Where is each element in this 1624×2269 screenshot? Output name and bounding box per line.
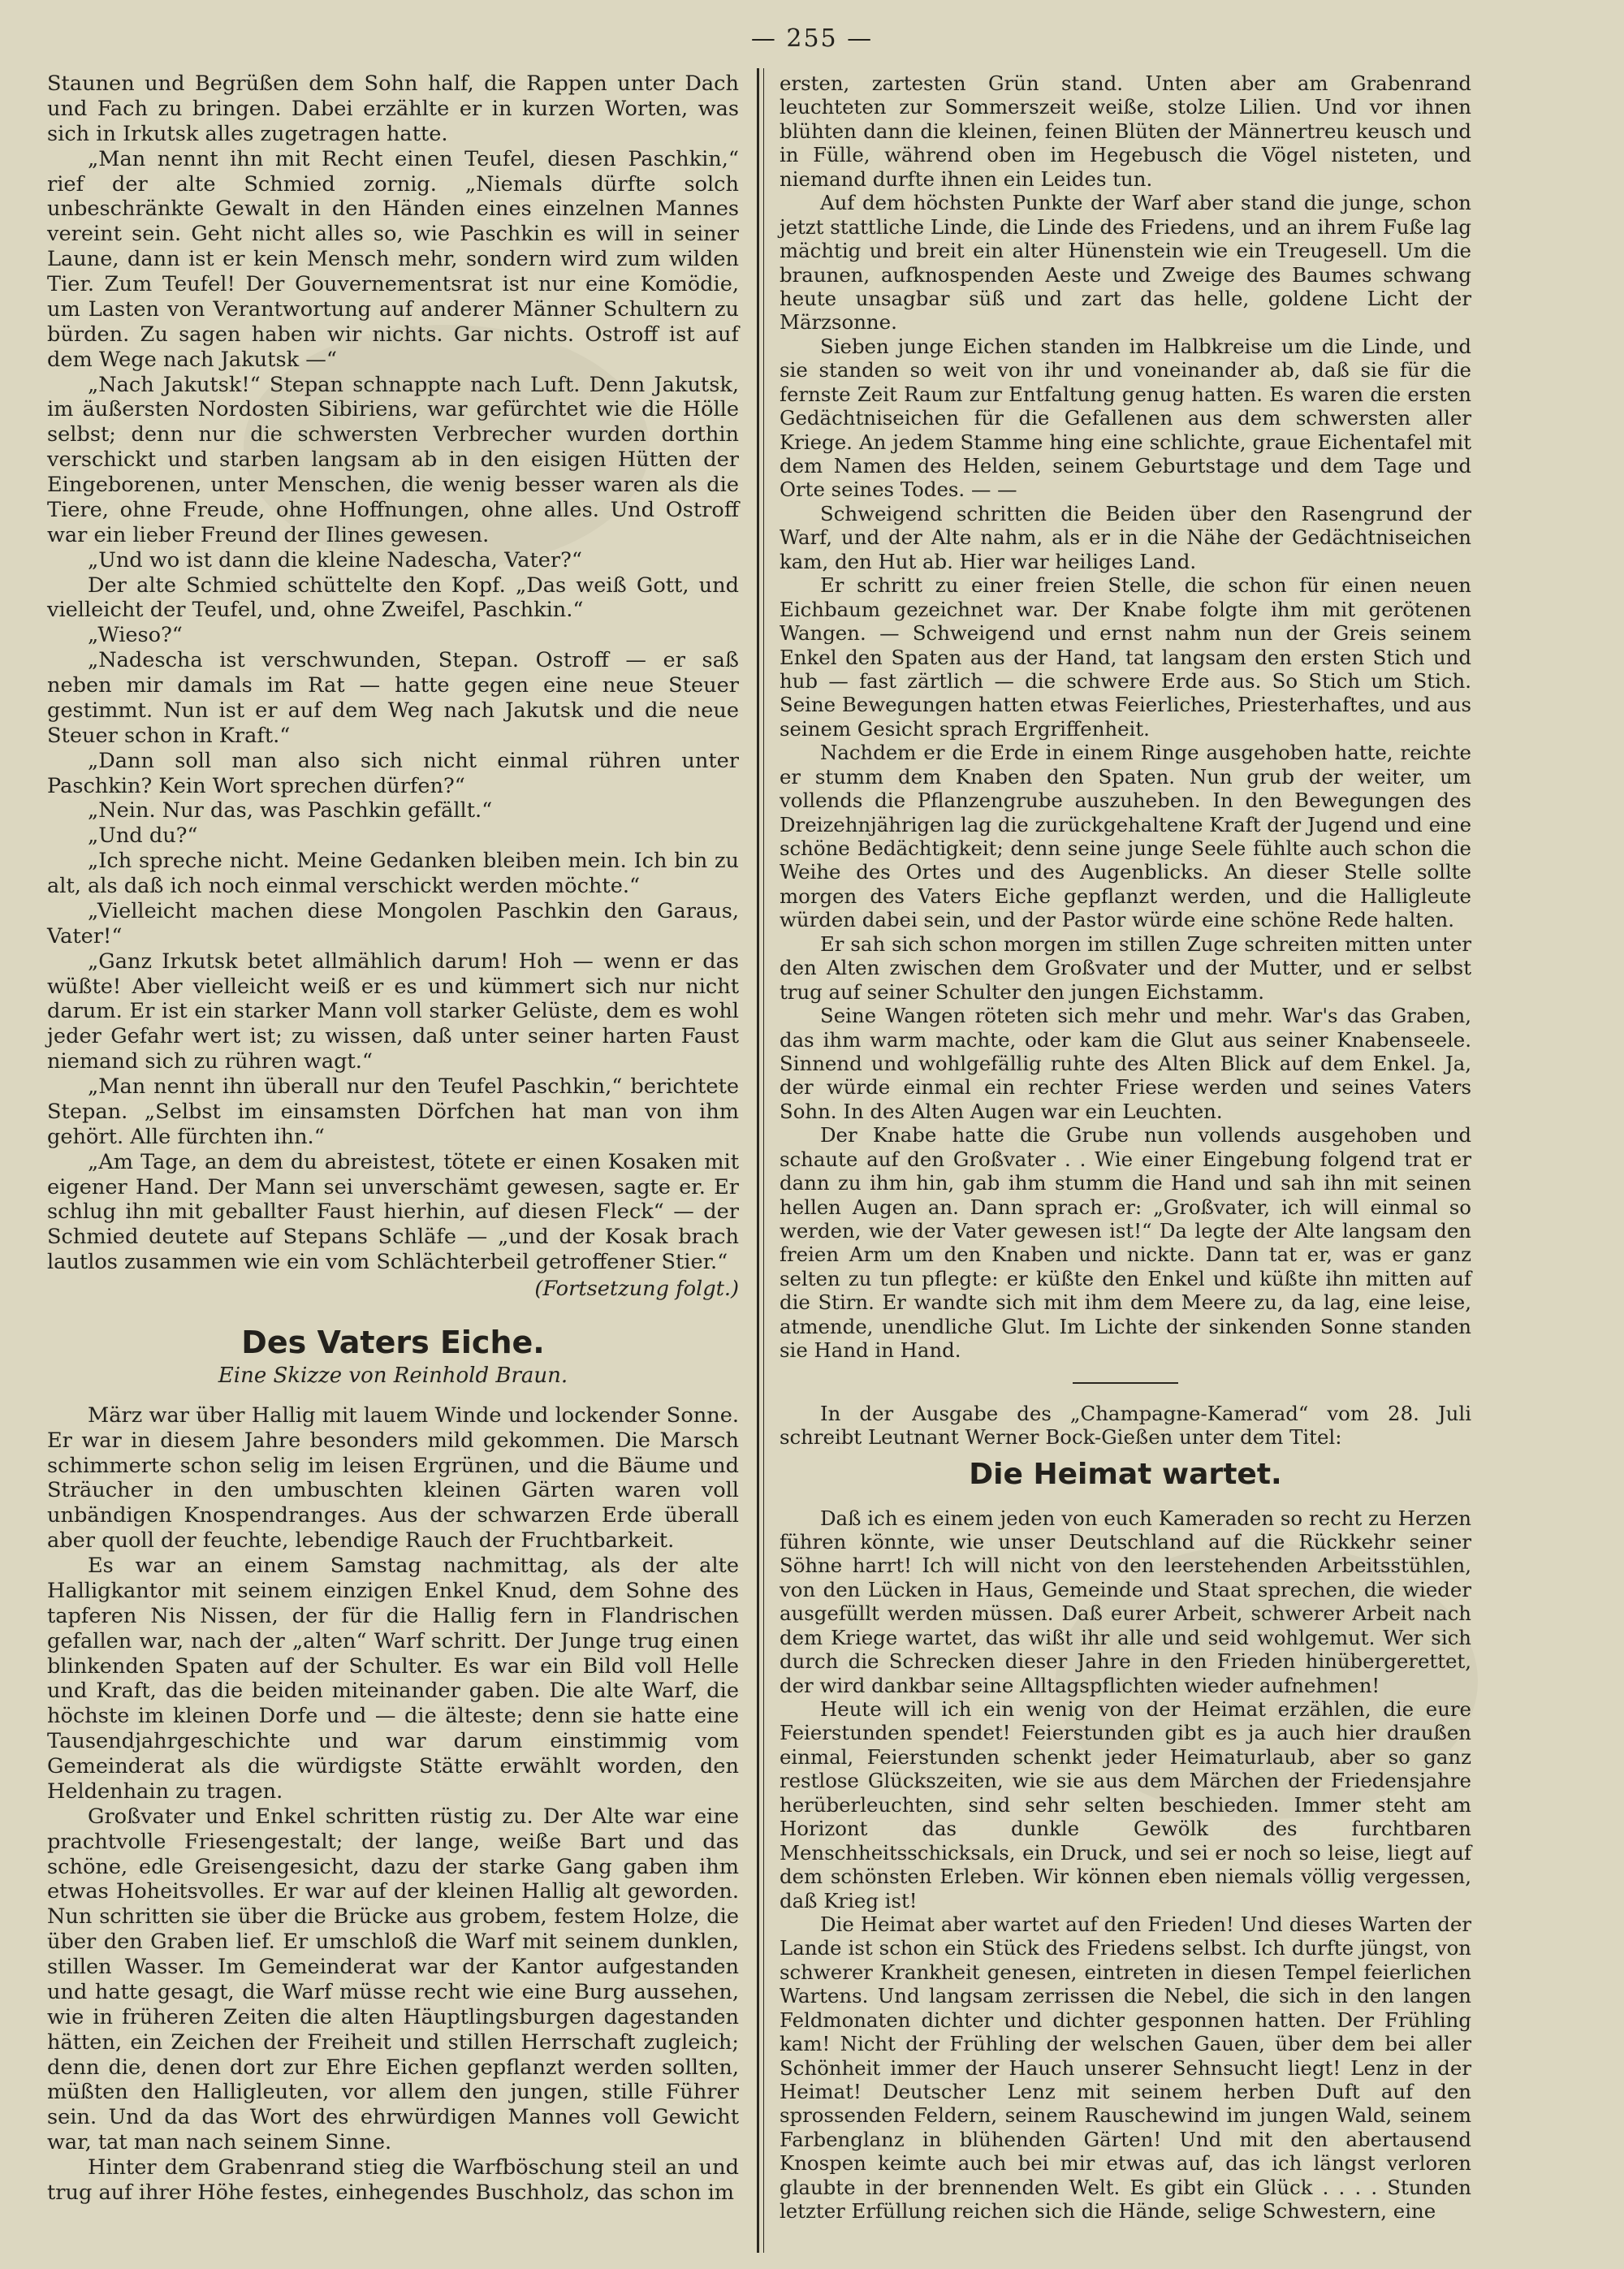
article-paragraph: Der Knabe hatte die Grube nun vollends ausgehoben und schaute auf den Großvater . . Wie einer Eingebung folgend trat er dann zu ihm hin, gab ihm stumm die Hand und sah ihn mit seinen hellen Augen an. Dann sprach er: „Großvater, ich will einmal so werden, wie der Vater gewesen ist!“ Da legte der Alte langsam den freien Arm um den Knaben und nickte. Dann tat er, was er ganz selten zu tun pflegte: er küßte den Enkel und küßte ihn mitten auf die Stirn. Er wandte sich mit ihm dem Meere zu, da lag, eine leise, atmende, unendliche Glut. Im Lichte der sinkenden Sonne standen sie Hand in Hand. <box>780 1123 1471 1363</box>
article-paragraph: Sieben junge Eichen standen im Halbkreise um die Linde, und sie standen so weit von ihr und voneinander ab, daß sie für die fernste Zeit Raum zur Entfaltung genug hatten. Es waren die ersten Gedächtniseichen für die Gefallenen aus dem schwersten aller Kriege. An jedem Stamme hing eine schlichte, graue Eichentafel mit dem Namen des Helden, seinem Geburtstage und dem Tage und Orte seines Todes. — — <box>780 334 1471 502</box>
page-number: — 255 — <box>750 24 874 53</box>
section-divider <box>1073 1382 1178 1384</box>
article-paragraph: März war über Hallig mit lauem Winde und lockender Sonne. Er war in diesem Jahre besonders mild gekommen. Die Marsch schimmerte schon selig im leisen Ergrünen, und die Bäume und Sträucher in den umbuschten kleinen Gärten waren voll unbändigen Knospendranges. Aus der schwarzen Erde überall aber quoll der feuchte, lebendige Rauch der Fruchtbarkeit. <box>47 1402 739 1554</box>
article-paragraph: Er sah sich schon morgen im stillen Zuge schreiten mitten unter den Alten zwischen dem Großvater und der Mutter, und er selbst trug auf seiner Schulter den jungen Eichstamm. <box>780 931 1471 1004</box>
serial-paragraph: „Nein. Nur das, was Paschkin gefällt.“ <box>88 798 493 823</box>
right-column <box>780 71 1471 2224</box>
article-paragraph: Hinter dem Grabenrand stieg die Warfböschung steil an und trug auf ihrer Höhe festes, einhegendes Buschholz, das schon im <box>47 2155 739 2205</box>
serial-paragraph: „Ich spreche nicht. Meine Gedanken bleiben mein. Ich bin zu alt, als daß ich noch einmal verschickt werden möchte.“ <box>47 849 739 898</box>
article-paragraph: Schweigend schritten die Beiden über den Rasengrund der Warf, und der Alte nahm, als er in die Nähe der Gedächtniseichen kam, den Hut ab. Hier war heiliges Land. <box>780 501 1471 573</box>
column-rule <box>757 68 759 2253</box>
serial-paragraph: Der alte Schmied schüttelte den Kopf. „Das weiß Gott, und vielleicht der Teufel, und, ohne Zweifel, Paschkin.“ <box>47 573 739 623</box>
serial-paragraph: „Am Tage, an dem du abreistest, tötete er einen Kosaken mit eigener Hand. Der Mann sei unverschämt gewesen, sagte er. Er schlug ihn mit geballter Faust hierhin, auf diesen Fleck“ — der Schmied deutete auf Stepans Schläfe — „und der Kosak brach lautlos zusammen wie ein vom Schlächterbeil getroffener Stier.“ <box>47 1149 739 1275</box>
article-paragraph: Heute will ich ein wenig von der Heimat erzählen, die eure Feierstunden spendet! Feierstunden gibt es ja auch hier draußen einmal, Feierstunden schenkt jeder Heimaturlaub, aber so ganz restlose Glückszeiten, wie sie aus dem Märchen der Friedensjahre herüberleuchten, sind sehr selten beschieden. Immer steht am Horizont das dunkle Gewölk des furchtbaren Menschheitsschicksals, ein Druck, und sei er noch so leise, liegt auf dem schönsten Erleben. Wir können eben niemals völlig vergessen, daß Krieg ist! <box>780 1697 1471 1912</box>
column-rule-thin <box>763 68 764 2253</box>
serial-paragraph: „Und du?“ <box>88 823 198 849</box>
article-byline: Eine Skizze von Reinhold Braun. <box>218 1363 568 1388</box>
serial-paragraph: „Ganz Irkutsk betet allmählich darum! Hoh — wenn er das wüßte! Aber vielleicht weiß er es und kümmert sich nur nicht darum. Er ist ein starker Mann voll starker Gelüste, dem es wohl jeder Gefahr wert ist; zu wissen, daß unter seiner harten Faust niemand sich zu rühren wagt.“ <box>47 949 739 1074</box>
serial-paragraph: „Man nennt ihn überall nur den Teufel Paschkin,“ berichtete Stepan. „Selbst im einsamsten Dörfchen hat man von ihm gehört. Alle fürchten ihn.“ <box>47 1074 739 1149</box>
article-paragraph: Die Heimat aber wartet auf den Frieden! Und dieses Warten der Lande ist schon ein Stück des Friedens selbst. Ich durfte jüngst, von schwerer Krankheit genesen, eintreten in diesen Tempel feierlichen Wartens. Und langsam zerrissen die Nebel, die sich in den langen Feldmonaten dichter und dichter gesponnen hatten. Der Frühling kam! Nicht der Frühling der welschen Gauen, über dem bei aller Schönheit immer der Hauch unserer Sehnsucht liegt! Lenz in der Heimat! Deutscher Lenz mit seinem herben Duft auf den sprossenden Feldern, seinem Rauschewind im jungen Wald, seinem Farbenglanz in blühenden Gärten! Und mit den abertausend Knospen keimte auch bei mir etwas auf, das ich längst verloren glaubte in der brennenden Welt. Es gibt ein Glück . . . . Stunden letzter Erfüllung reichen sich die Hände, selige Schwestern, eine <box>780 1912 1471 2224</box>
serial-paragraph: „Wieso?“ <box>88 623 183 648</box>
article-paragraph: Seine Wangen röteten sich mehr und mehr. War's das Graben, das ihm warm machte, oder kam die Glut aus seiner Knabenseele. Sinnend und wohlgefällig ruhte des Alten Blick auf dem Enkel. Ja, der würde einmal ein rechter Friese werden und seines Vaters Sohn. In des Alten Augen war ein Leuchten. <box>780 1004 1471 1123</box>
article-title-vaters-eiche: Des Vaters Eiche. <box>241 1324 545 1360</box>
article-paragraph: ersten, zartesten Grün stand. Unten aber am Grabenrand leuchteten zur Sommerszeit weiße, stolze Lilien. Und vor ihnen blühten dann die kleinen, feinen Blüten der Männertreu keusch und in Fülle, während oben im Hegebusch die Vögel nisteten, und niemand durfte ihnen ein Leides tun. <box>780 71 1471 191</box>
article-paragraph: Er schritt zu einer freien Stelle, die schon für einen neuen Eichbaum gezeichnet war. Der Knabe folgte ihm mit gerötenen Wangen. — Schweigend und ernst nahm nun der Greis seinem Enkel den Spaten aus der Hand, tat langsam den ersten Stich und hub — fast zärtlich — die schwere Erde aus. So Stich um Stich. Seine Bewegungen hatten etwas Feierliches, Priesterhaftes, und aus seinem Gesicht sprach Ergriffenheit. <box>780 573 1471 741</box>
left-column <box>47 71 739 2206</box>
serial-paragraph: „Und wo ist dann die kleine Nadescha, Vater?“ <box>88 547 582 573</box>
article-paragraph: Großvater und Enkel schritten rüstig zu. Der Alte war eine prachtvolle Friesengestalt; der lange, weiße Bart und das schöne, edle Greisengesicht, dazu der starke Gang gaben ihm etwas Hoheitsvolles. Er war auf der kleinen Hallig alt geworden. Nun schritten sie über die Brücke aus grobem, festem Holze, die über den Graben lief. Er umschloß die Warf mit seinem dunklen, stillen Wasser. Im Gemeinderat war der Kantor aufgestanden und hatte gesagt, die Warf müsse recht wie eine Burg aussehen, wie in früheren Zeiten die alten Häuptlingsburgen dagestanden hätten, ein Zeichen der Freiheit und stillen Herrschaft zugleich; denn die, denen dort zur Ehre Eichen gepflanzt werden sollten, müßten den Halligleuten, vor allem den jungen, stille Führer sein. Und da das Wort des ehrwürdigen Mannes voll Gewicht war, tat man nach seinem Sinne. <box>47 1804 739 2155</box>
article-intro: In der Ausgabe des „Champagne-Kamerad“ vom 28. Juli schreibt Leutnant Werner Bock-Gießen unter dem Titel: <box>780 1401 1471 1450</box>
continuation-note: (Fortsetzung folgt.) <box>534 1277 739 1301</box>
serial-paragraph: „Nach Jakutsk!“ Stepan schnappte nach Luft. Denn Jakutsk, im äußersten Nordosten Sibiriens, war gefürchtet wie die Hölle selbst; denn nur die schwersten Verbrecher wurden dorthin verschickt und starben langsam ab in den eisigen Hütten der Eingeborenen, unter Menschen, die wenig besser waren als die Tiere, ohne Freude, ohne Hoffnungen, ohne alles. Und Ostroff war ein lieber Freund der Ilines gewesen. <box>47 372 739 547</box>
article-paragraph: Es war an einem Samstag nachmittag, als der alte Halligkantor mit seinem einzigen Enkel Knud, dem Sohne des tapferen Nis Nissen, der für die Hallig fern in Flandrischen gefallen war, nach der „alten“ Warf schritt. Der Junge trug einen blinkenden Spaten auf der Schulter. Es war ein Bild voll Helle und Kraft, das die beiden miteinander gaben. Die alte Warf, die höchste im kleinen Dorfe und — die älteste; denn sie hatte eine Tausendjahrgeschichte und war darum einstimmig vom Gemeinderat als die würdigste Stätte erwählt worden, den Heldenhain zu tragen. <box>47 1554 739 1804</box>
serial-paragraph: „Vielleicht machen diese Mongolen Paschkin den Garaus, Vater!“ <box>47 898 739 949</box>
article-paragraph: Nachdem er die Erde in einem Ringe ausgehoben hatte, reichte er stumm dem Knaben den Spaten. Nun grub der weiter, um vollends die Pflanzengrube auszuheben. In den Bewegungen des Dreizehnjährigen lag die zurückgehaltene Kraft der Jugend und eine schöne Bedächtigkeit; denn seine junge Seele fühlte auch schon die Weihe des Ortes und des Augenblicks. An dieser Stelle sollte morgen des Vaters Eiche gepflanzt werden, und die Halligleute würden dabei sein, und der Pastor würde eine schöne Rede halten. <box>780 741 1471 932</box>
serial-paragraph: Staunen und Begrüßen dem Sohn half, die Rappen unter Dach und Fach zu bringen. Dabei erzählte er in kurzen Worten, was sich in Irkutsk alles zugetragen hatte. <box>47 71 739 146</box>
article-paragraph: Daß ich es einem jeden von euch Kameraden so recht zu Herzen führen könnte, wie unser Deutschland auf die Rückkehr seiner Söhne harrt! Ich will nicht von den leerstehenden Arbeitsstühlen, von den Lücken in Haus, Gemeinde und Staat sprechen, die wieder ausgefüllt werden müssen. Daß eurer Arbeit, schwerer Arbeit nach dem Kriege wartet, das wißt ihr alle und seid wohlgemut. Wer sich durch die Schrecken dieser Jahre in den Frieden hinübergerettet, der wird dankbar seine Alltagspflichten wieder aufnehmen! <box>780 1506 1471 1697</box>
serial-paragraph: „Dann soll man also sich nicht einmal rühren unter Paschkin? Kein Wort sprechen dürfen?“ <box>47 748 739 798</box>
serial-paragraph: „Man nennt ihn mit Recht einen Teufel, diesen Paschkin,“ rief der alte Schmied zornig. „Niemals dürfte solch unbeschränkte Gewalt in den Händen eines einzelnen Mannes vereint sein. Geht nicht alles so, wie Paschkin es will in seiner Laune, dann ist er kein Mensch mehr, sondern wird zum wilden Tier. Zum Teufel! Der Gouvernementsrat ist nur eine Komödie, um Lasten von Verantwortung auf anderer Männer Schultern zu bürden. Zu sagen haben wir nichts. Gar nichts. Ostroff ist auf dem Wege nach Jakutsk —“ <box>47 146 739 372</box>
article-title-heimat-wartet: Die Heimat wartet. <box>969 1457 1282 1491</box>
article-paragraph: Auf dem höchsten Punkte der Warf aber stand die junge, schon jetzt stattliche Linde, die Linde des Friedens, und an ihrem Fuße lag mächtig und breit ein alter Hünenstein wie ein Treugesell. Um die braunen, aufknospenden Aeste und Zweige des Baumes schwang heute unsagbar süß und zart das helle, goldene Licht der Märzsonne. <box>780 191 1471 335</box>
serial-paragraph: „Nadescha ist verschwunden, Stepan. Ostroff — er saß neben mir damals im Rat — hatte gegen eine neue Steuer gestimmt. Nun ist er auf dem Weg nach Jakutsk und die neue Steuer schon in Kraft.“ <box>47 648 739 748</box>
